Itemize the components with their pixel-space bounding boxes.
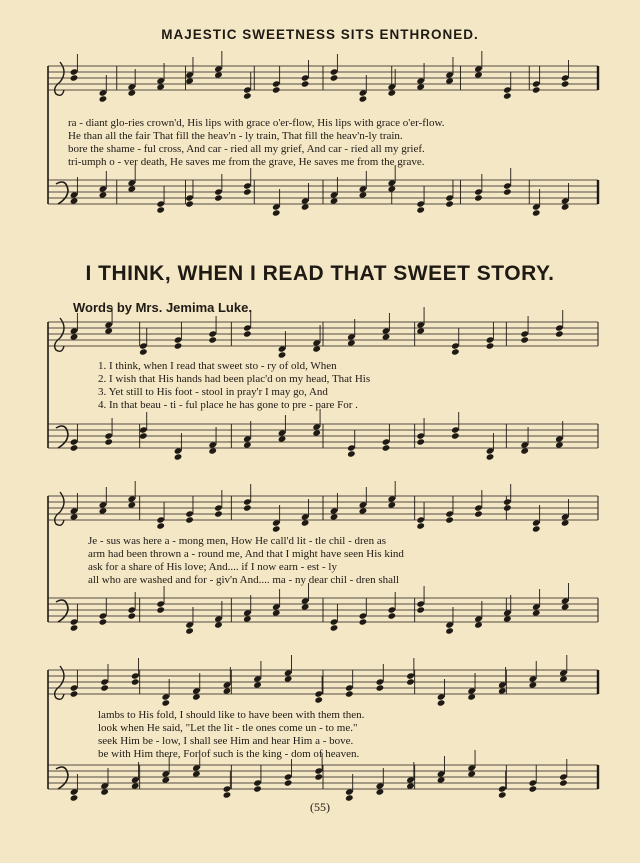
hymn2-sys1-treble-note [312, 345, 321, 352]
hymn2-sys1-bass-note [520, 447, 529, 454]
lyric-line: 2. I wish that His hands had been plac'd on my head, That His [98, 373, 371, 385]
hymn1-treble-note [70, 74, 79, 81]
hymn2-sys3-treble-note [161, 699, 170, 706]
lyric-line: tri-umph o - ver death, He saves me from the grave, He saves me from the grave. [68, 156, 425, 168]
hymn2-sys2-bass-clef-icon [56, 600, 68, 622]
hymn1-bass-note [214, 194, 223, 201]
lyric-line: He than all the fair That fill the heav'n - ly train, That fill the heav'n-ly train. [68, 130, 403, 142]
hymn2-sys2-treble-note [214, 510, 223, 517]
hymn1-treble-note [272, 86, 281, 93]
lyric-line: 3. Yet still to His foot - stool in pray'r I may go, And [98, 386, 328, 398]
lyric-line: Je - sus was here a - mong men, How He call'd lit - tle chil - dren as [88, 535, 386, 547]
hymn2-sys2-bass-note [70, 624, 79, 631]
hymn2-system2-lyrics [88, 535, 404, 587]
hymn2-sys2-bass-note [445, 627, 454, 634]
hymn2-sys2-treble-note [388, 501, 397, 508]
hymn2-sys1-treble-note [382, 333, 391, 340]
hymn2-sys3-treble-note [70, 690, 79, 697]
hymn2-system1-lyrics [98, 360, 370, 412]
hymn2-sys2-bass-note [99, 618, 108, 625]
hymn2-sys2-bass-note [128, 612, 137, 619]
hymn1-bass-note [185, 200, 194, 207]
hymn1-bass-note [272, 209, 281, 216]
lyric-line: 1. I think, when I read that sweet sto - ry of old, When [98, 360, 337, 372]
hymn2-sys1-treble-note [70, 333, 79, 340]
hymn1-treble-note [128, 89, 137, 96]
hymn2-sys3-bass-note [376, 788, 385, 795]
hymn2-sys1-bass-note [278, 435, 287, 442]
hymn2-sys2-bass-note [185, 627, 194, 634]
hymn1-treble-note [185, 77, 194, 84]
hymn1-bass-note [359, 191, 368, 198]
hymn2-sys3-treble-note [498, 687, 507, 694]
hymn1-bass-note [99, 191, 108, 198]
hymn2-sys1-treble-note [174, 342, 183, 349]
hymn2-sys2-treble-note [70, 513, 79, 520]
hymn2-sys1-treble-note [347, 339, 356, 346]
hymn1-bass-note [416, 206, 425, 213]
lyric-line: lambs to His fold, I should like to have been with them then. [98, 709, 365, 721]
hymn2-sys2-treble-note [503, 504, 512, 511]
hymn2-sys2-treble-note [561, 519, 570, 526]
hymn1-bass-note [301, 203, 310, 210]
hymn2-sys2-bass-note [561, 603, 570, 610]
hymn2-sys1-bass-note [555, 441, 564, 448]
hymn1-treble-note [416, 83, 425, 90]
hymn2-sys2-bass-note [214, 621, 223, 628]
hymn2-sys3-bass-note [498, 791, 507, 798]
lyric-line: look when He said, "Let the lit - tle ones come un - to me." [98, 722, 358, 734]
hymn2-credit: Words by Mrs. Jemima Luke. [73, 300, 252, 315]
hymn2-sys1-bass-note [486, 453, 495, 460]
hymn2-sys3-bass-clef-icon [56, 767, 68, 789]
hymn2-sys2-bass-note [359, 618, 368, 625]
hymn2-sys3-bass-note [437, 776, 446, 783]
hymn2-sys1-treble-note [486, 342, 495, 349]
hymn1-bass-note [330, 197, 339, 204]
lyric-line: bore the shame - ful cross, And car - ried all my grief, And car - ried all my grief. [68, 143, 425, 155]
hymn2-sys2-bass-note [156, 606, 165, 613]
hymn2-title: I THINK, WHEN I READ THAT SWEET STORY. [85, 262, 555, 285]
hymn2-sys3-treble-note [284, 675, 293, 682]
lyric-line: be with Him there, For of such is the king - dom of heaven. [98, 748, 360, 760]
hymn1-bass-note [503, 188, 512, 195]
hymn2-sys1-bass-note [347, 450, 356, 457]
hymn2-sys2-bass-note [416, 606, 425, 613]
hymn2-sys3-treble-note [437, 699, 446, 706]
hymn2-sys1-treble-note [208, 336, 217, 343]
hymn2-sys2-treble-note [185, 516, 194, 523]
hymn2-sys1-bass-note [70, 444, 79, 451]
hymn1-treble-note [99, 95, 108, 102]
hymn2-sys2-bass-note [330, 624, 339, 631]
hymn2-sys3-bass-note [406, 782, 415, 789]
hymn2-sys2-treble-note [474, 510, 483, 517]
hymn1-treble-note [243, 92, 252, 99]
hymn2-sys3-treble-note [467, 693, 476, 700]
hymn2-sys1-bass-clef-icon [56, 426, 68, 448]
hymn2-sys3-bass-note [529, 785, 538, 792]
hymn2-sys3-treble-note [345, 690, 354, 697]
hymn2-sys1-treble-note [416, 327, 425, 334]
hymn2-sys3-treble-note [253, 681, 262, 688]
hymn2-sys3-bass-note [223, 791, 232, 798]
hymn2-sys3-treble-note [192, 693, 201, 700]
lyric-line: ask for a share of His love; And.... if I now earn - est - ly [88, 561, 337, 573]
hymn1-bass-note [474, 194, 483, 201]
hymn2-sys1-bass-note [382, 444, 391, 451]
hymn2-sys3-treble-note [559, 675, 568, 682]
hymn2-sys2-bass-note [532, 609, 541, 616]
hymn2-sys3-bass-note [192, 770, 201, 777]
hymn2-sys1-treble-note [555, 330, 564, 337]
hymn2-sys2-bass-note [474, 621, 483, 628]
hymn1-bass-note [70, 197, 79, 204]
hymn2-sys3-bass-note [253, 785, 262, 792]
hymn2-sys2-treble-note [272, 525, 281, 532]
hymn2-sys3-treble-note [131, 678, 140, 685]
hymn1-treble-note [330, 74, 339, 81]
hymn1-bass-note [388, 185, 397, 192]
hymn2-sys1-treble-note [104, 327, 113, 334]
lyric-line: 4. In that beau - ti - ful place he has gone to pre - pare For . [98, 399, 358, 411]
hymn1-treble-note [214, 71, 223, 78]
hymn2-sys2-bass-note [272, 609, 281, 616]
hymn2-sys1-treble-note [139, 348, 148, 355]
hymn1-treble-note [445, 77, 454, 84]
hymn2-sys2-treble-note [359, 507, 368, 514]
hymn2-sys2-treble-note [445, 516, 454, 523]
page-number: (55) [310, 800, 330, 814]
hymn1-bass-note [156, 206, 165, 213]
hymn2-sys3-treble-note [529, 681, 538, 688]
hymn1-bass-note [561, 203, 570, 210]
hymn2-sys2-bass-note [243, 615, 252, 622]
hymn1-treble-note [359, 95, 368, 102]
hymn1-treble-note [474, 71, 483, 78]
hymn2-sys1-treble-note [451, 348, 460, 355]
hymn1-bass-clef-icon [56, 182, 68, 204]
hymn2-sys3-bass-note [314, 773, 323, 780]
hymn2-sys1-bass-note [416, 438, 425, 445]
hymn2-sys2-bass-note [503, 615, 512, 622]
hymn2-sys1-bass-note [312, 429, 321, 436]
hymn2-sys2-bass-note [388, 612, 397, 619]
hymn2-sys3-bass-note [559, 779, 568, 786]
hymn2-sys3-bass-note [100, 788, 109, 795]
hymn2-sys3-bass-note [131, 782, 140, 789]
hymn2-sys1-bass-note [139, 432, 148, 439]
hymn2-sys2-treble-note [532, 525, 541, 532]
hymn2-sys1-treble-note [278, 351, 287, 358]
hymn2-sys2-treble-note [156, 522, 165, 529]
hymn2-sys2-treble-note [330, 513, 339, 520]
hymn2-sys1-bass-note [243, 441, 252, 448]
hymn2-sys2-bass-note [301, 603, 310, 610]
hymn2-sys3-bass-note [284, 779, 293, 786]
hymn1-lyrics [68, 117, 444, 169]
hymn2-system3-lyrics [98, 709, 364, 761]
hymn2-sys1-treble-note [520, 336, 529, 343]
lyric-line: arm had been thrown a - round me, And that I might have seen His kind [88, 548, 404, 560]
hymn2-sys1-bass-note [104, 438, 113, 445]
hymn1-treble-note [561, 80, 570, 87]
hymn2-sys1-bass-note [174, 453, 183, 460]
hymn2-sys2-treble-note [301, 519, 310, 526]
hymn2-sys3-treble-note [223, 687, 232, 694]
hymn2-sys3-treble-note [314, 696, 323, 703]
hymn1-bass-note [243, 188, 252, 195]
hymn2-sys2-treble-note [416, 522, 425, 529]
hymn2-sys2-treble-note [128, 501, 137, 508]
hymn1-treble-note [503, 92, 512, 99]
hymn1-treble-note [156, 83, 165, 90]
lyric-line: seek Him be - low, I shall see Him and hear Him a - bove. [98, 735, 354, 747]
hymn2-sys3-treble-note [406, 678, 415, 685]
hymn2-sys1-bass-note [208, 447, 217, 454]
hymn2-sys1-treble-note [243, 330, 252, 337]
hymn1-bass-note [128, 185, 137, 192]
hymn2-sys2-treble-note [243, 504, 252, 511]
hymn1-treble-note [301, 80, 310, 87]
hymn1-treble-note [388, 89, 397, 96]
hymn1-bass-note [445, 200, 454, 207]
hymn2-sys1-bass-note [451, 432, 460, 439]
hymn2-sys2-treble-note [99, 507, 108, 514]
hymn2-sys3-bass-note [467, 770, 476, 777]
lyric-line: all who are washed and for - giv'n And.... ma - ny dear chil - dren shall [88, 574, 400, 586]
hymn2-sys3-bass-note [161, 776, 170, 783]
hymn1-title: MAJESTIC SWEETNESS SITS ENTHRONED. [161, 27, 479, 42]
hymn2-sys3-treble-note [100, 684, 109, 691]
hymn1-treble-note [532, 86, 541, 93]
hymn2-sys3-treble-note [376, 684, 385, 691]
hymn1-bass-note [532, 209, 541, 216]
lyric-line: ra - diant glo-ries crown'd, His lips with grace o'er-flow, His lips with grace o'er-flow. [68, 117, 445, 129]
